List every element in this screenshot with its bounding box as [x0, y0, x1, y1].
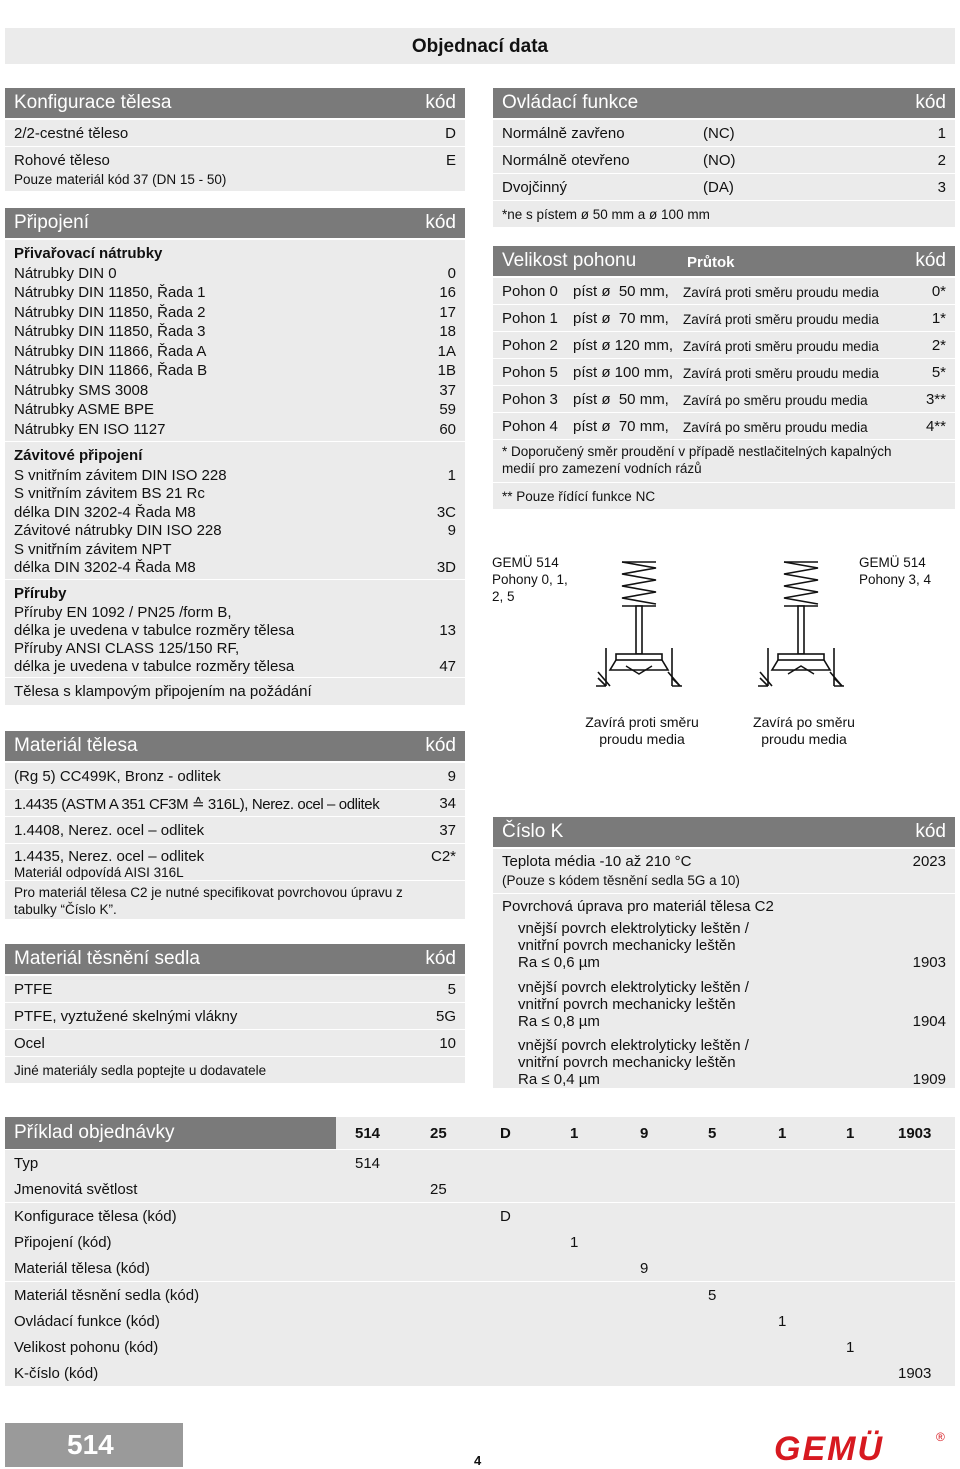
diagram-right-label: GEMÜ 514 Pohony 3, 4	[859, 555, 932, 587]
row-label: 1.4435 (ASTM A 351 CF3M ≙ 316L), Nerez. ocel – odlitek	[14, 796, 380, 813]
row-piston: píst ø 70 mm,	[573, 418, 669, 435]
row-code: E	[445, 152, 456, 169]
pripojeni-header	[5, 208, 465, 238]
table-row	[5, 120, 465, 147]
right-column	[493, 88, 955, 510]
row-code: 13	[439, 622, 456, 639]
priklad-code-0: 514	[355, 1125, 381, 1142]
row-note: Materiál odpovídá AISI 316L	[14, 865, 184, 880]
note-text: *ne s pístem ø 50 mm a ø 100 mm	[502, 207, 710, 222]
logo-text: GEMÜ	[774, 1430, 884, 1468]
row-label: Normálně zavřeno	[502, 125, 625, 142]
row-label: Ovládací funkce (kód)	[14, 1312, 160, 1330]
product-number: 514	[67, 1429, 114, 1460]
row-code: 1909	[912, 1071, 946, 1088]
row-code: 3	[937, 179, 946, 196]
row-label: Příruby EN 1092 / PN25 /form B,	[14, 604, 232, 621]
table-row	[5, 1203, 955, 1230]
table-row	[493, 359, 955, 386]
row-flow: Zavírá proti směru proudu media	[683, 339, 879, 354]
row-flow: Zavírá po směru proudu media	[683, 420, 868, 435]
kod-label: kód	[425, 212, 456, 233]
row-label: Připojení (kód)	[14, 1233, 112, 1251]
cislok-header	[493, 817, 955, 847]
note-text: medií pro zamezení vodních rázů	[502, 461, 702, 476]
pripojeni-welding-block	[5, 240, 465, 442]
row-value: 514	[355, 1155, 381, 1172]
table-row	[5, 817, 465, 844]
ovladaci-header	[493, 88, 955, 118]
row-actuator: Pohon 4	[502, 418, 558, 435]
table-row	[493, 413, 955, 440]
diagram-left-label: GEMÜ 514 Pohony 0, 1, 2, 5	[492, 555, 568, 604]
row-label: Ra ≤ 0,4 µm	[518, 1071, 600, 1088]
row-piston: píst ø 70 mm,	[573, 310, 669, 327]
row-code: 10	[439, 1035, 456, 1052]
row-value: 1903	[898, 1365, 932, 1383]
row-actuator: Pohon 1	[502, 310, 558, 327]
table-row	[5, 678, 465, 706]
table-row	[493, 483, 955, 510]
row-value: 9	[640, 1260, 649, 1278]
row-value: 5	[708, 1286, 717, 1304]
row-code: 5*	[931, 364, 946, 381]
row-code: 59	[439, 401, 456, 418]
row-label: Materiál těsnění sedla (kód)	[14, 1286, 200, 1304]
registered-mark: ®	[936, 1430, 945, 1444]
row-actuator: Pohon 0	[502, 283, 558, 300]
list-item	[5, 322, 465, 342]
cislok-title: Číslo K	[502, 821, 564, 842]
list-item	[493, 977, 955, 1036]
tesneni-header	[5, 944, 465, 974]
diagram-caption-left: Zavírá proti směru proudu media	[585, 714, 699, 747]
row-code: 9	[447, 522, 456, 539]
row-code: 1A	[437, 342, 456, 360]
priklad-code-6: 1	[778, 1125, 787, 1142]
cislok-surface-block	[493, 894, 955, 1089]
row-label: Nátrubky SMS 3008	[14, 381, 149, 399]
row-label: Dvojčinný	[502, 179, 568, 196]
konfigurace-header	[5, 88, 465, 118]
group-title: Závitové připojení	[14, 447, 143, 464]
list-item	[5, 283, 465, 303]
row-piston: píst ø 50 mm,	[573, 283, 669, 300]
table-row	[5, 1334, 955, 1361]
row-flow: Zavírá proti směru proudu media	[683, 285, 879, 300]
row-value: 1	[570, 1233, 579, 1251]
row-code: 3**	[925, 391, 946, 408]
row-label: Jmenovitá světlost	[14, 1181, 138, 1199]
title-bar	[5, 28, 955, 64]
row-label: Normálně otevřeno	[502, 152, 630, 169]
row-label: Nátrubky EN ISO 1127	[14, 420, 166, 438]
row-label: vnitřní povrch mechanicky leštěn	[518, 995, 736, 1013]
row-label: S vnitřním závitem BS 21 Rc	[14, 485, 205, 502]
note-text: ** Pouze řídící funkce NC	[502, 489, 656, 504]
row-actuator: Pohon 2	[502, 337, 558, 354]
priklad-code-2: D	[500, 1125, 511, 1142]
material-note-block	[5, 881, 465, 920]
table-row	[5, 1030, 465, 1057]
row-code: 47	[439, 658, 456, 675]
row-label: PTFE	[14, 981, 53, 998]
note-text: * Doporučený směr proudění v případě nestlačitelných kapalných	[502, 444, 892, 459]
row-piston: píst ø 100 mm,	[573, 364, 674, 381]
row-label: S vnitřním závitem NPT	[14, 540, 172, 558]
row-label: Ra ≤ 0,8 µm	[518, 1012, 600, 1030]
kod-label: kód	[915, 821, 946, 842]
table-row	[493, 174, 955, 201]
row-label: Tělesa s klampovým připojením na požádání	[14, 683, 312, 700]
row-code: 16	[439, 284, 456, 301]
priklad-code-strip	[336, 1117, 955, 1149]
table-row	[5, 1360, 955, 1387]
table-row	[5, 844, 465, 881]
row-flow: Zavírá po směru proudu media	[683, 393, 868, 408]
row-label: S vnitřním závitem DIN ISO 228	[14, 466, 227, 484]
row-code: 1*	[931, 310, 946, 327]
table-row	[5, 1255, 955, 1282]
row-code: 9	[447, 768, 456, 785]
priklad-code-8: 1903	[898, 1125, 932, 1142]
row-code: 0*	[931, 283, 946, 300]
valve-drawing-right	[758, 562, 844, 686]
priklad-code-4: 9	[640, 1125, 649, 1142]
row-label: Nátrubky ASME BPE	[14, 401, 155, 418]
priklad-code-7: 1	[846, 1125, 855, 1142]
tesneni-title: Materiál těsnění sedla	[14, 948, 200, 969]
row-abbr: (NC)	[703, 125, 735, 142]
row-code: 2023	[912, 853, 946, 870]
row-value: 1	[846, 1339, 855, 1357]
diagram-caption-right: Zavírá po směru proudu media	[753, 714, 855, 747]
row-label: Závitové nátrubky DIN ISO 228	[14, 522, 222, 539]
row-abbr: (NO)	[703, 152, 736, 169]
row-note: Pouze materiál kód 37 (DN 15 - 50)	[14, 172, 227, 187]
page-number: 4	[474, 1453, 482, 1468]
kod-label: kód	[425, 735, 456, 756]
kod-label: kód	[915, 250, 946, 271]
row-value: D	[500, 1207, 511, 1225]
row-label: Typ	[14, 1155, 39, 1172]
row-note: (Pouze s kódem těsnění sedla 5G a 10)	[502, 873, 740, 888]
row-label: délka DIN 3202-4 Řada M8	[14, 503, 196, 521]
row-label: vnitřní povrch mechanicky leštěn	[518, 1054, 736, 1071]
row-label: 1.4435, Nerez. ocel – odlitek	[14, 848, 205, 865]
row-value: 1	[778, 1312, 787, 1330]
product-badge	[5, 1423, 183, 1467]
table-row	[5, 1003, 465, 1030]
row-label: vnější povrch elektrolyticky leštěn /	[518, 1037, 749, 1054]
row-label: délka je uvedena v tabulce rozměry tělesa	[14, 658, 295, 675]
table-row	[5, 1057, 465, 1084]
list-item	[5, 381, 465, 401]
konfigurace-title: Konfigurace tělesa	[14, 92, 172, 113]
group-title: Přivařovací nátrubky	[14, 245, 163, 262]
row-label: 2/2-cestné těleso	[14, 125, 129, 142]
table-row	[5, 1282, 955, 1309]
table-row	[5, 763, 465, 790]
row-label: vnitřní povrch mechanicky leštěn	[518, 937, 736, 954]
row-label: Nátrubky DIN 11866, Řada A	[14, 342, 207, 360]
note-text: tabulky “Číslo K”.	[14, 902, 117, 917]
list-item	[5, 342, 465, 362]
row-code: 1	[937, 125, 946, 142]
valve-drawings	[486, 550, 956, 700]
row-code: 60	[439, 420, 456, 438]
pripojeni-title: Připojení	[14, 212, 89, 233]
table-row	[493, 332, 955, 359]
kod-label: kód	[425, 948, 456, 969]
row-label: Nátrubky DIN 11850, Řada 3	[14, 323, 206, 340]
valve-drawing-left	[596, 562, 682, 686]
row-actuator: Pohon 3	[502, 391, 558, 408]
material-header	[5, 731, 465, 761]
row-code: 1B	[437, 362, 456, 379]
group-title: Příruby	[14, 584, 67, 602]
row-piston: píst ø 120 mm,	[573, 337, 674, 354]
actuator-diagram	[486, 550, 956, 760]
row-label: Velikost pohonu (kód)	[14, 1339, 159, 1357]
list-item	[5, 420, 465, 440]
table-row	[5, 790, 465, 817]
row-label: Nátrubky DIN 0	[14, 264, 117, 282]
row-value: 25	[430, 1181, 447, 1199]
list-item	[5, 400, 465, 420]
row-actuator: Pohon 5	[502, 364, 558, 381]
table-row	[5, 1150, 955, 1177]
material-title: Materiál tělesa	[14, 735, 138, 756]
priklad-code-5: 5	[708, 1125, 717, 1142]
table-row	[5, 1308, 955, 1335]
velikost-subtitle: Průtok	[687, 254, 735, 271]
row-label: K-číslo (kód)	[14, 1365, 99, 1383]
velikost-title: Velikost pohonu	[502, 250, 637, 271]
ovladaci-title: Ovládací funkce	[502, 92, 639, 113]
row-code: 34	[439, 795, 456, 812]
velikost-note-block	[493, 440, 955, 483]
table-row	[5, 1176, 955, 1203]
row-code: 17	[439, 303, 456, 321]
row-code: 37	[439, 381, 456, 399]
left-column	[5, 88, 465, 1084]
row-piston: píst ø 50 mm,	[573, 391, 669, 408]
row-code: 18	[439, 323, 456, 340]
row-code: 1903	[912, 954, 946, 971]
table-row	[5, 976, 465, 1003]
row-code: 5G	[435, 1008, 456, 1025]
table-row	[493, 386, 955, 413]
row-label: Konfigurace tělesa (kód)	[14, 1207, 177, 1225]
row-label: Příruby ANSI CLASS 125/150 RF,	[14, 640, 240, 657]
row-label: Ocel	[14, 1035, 45, 1052]
list-item	[5, 361, 465, 381]
row-flow: Zavírá proti směru proudu media	[683, 312, 879, 327]
kod-label: kód	[425, 92, 456, 113]
row-label: vnější povrch elektrolyticky leštěn /	[518, 978, 749, 996]
row-label: Materiál tělesa (kód)	[14, 1260, 150, 1278]
list-item	[493, 1035, 955, 1094]
row-code: 4**	[925, 418, 946, 435]
row-label: (Rg 5) CC499K, Bronz - odlitek	[14, 768, 221, 785]
table-row	[493, 120, 955, 147]
row-flow: Zavírá proti směru proudu media	[683, 366, 879, 381]
row-label: vnější povrch elektrolyticky leštěn /	[518, 920, 749, 937]
row-code: 2	[937, 152, 946, 169]
row-code: 5	[447, 981, 456, 998]
kod-label: kód	[915, 92, 946, 113]
row-label: Nátrubky DIN 11850, Řada 1	[14, 284, 206, 301]
cislok-section	[493, 817, 955, 1089]
priklad-code-1: 25	[430, 1125, 447, 1142]
note-text: Jiné materiály sedla poptejte u dodavatele	[14, 1063, 267, 1078]
row-label: Ra ≤ 0,6 µm	[518, 954, 600, 971]
row-code: D	[445, 125, 456, 142]
list-item	[493, 918, 955, 977]
table-row	[5, 147, 465, 192]
row-code: 0	[447, 264, 456, 282]
list-item	[5, 264, 465, 284]
row-label: Teplota média -10 až 210 °C	[502, 853, 692, 870]
row-code: 1904	[912, 1012, 946, 1030]
row-label: 1.4408, Nerez. ocel – odlitek	[14, 822, 205, 839]
table-row	[493, 849, 955, 894]
row-code: 3C	[436, 503, 456, 521]
row-abbr: (DA)	[703, 179, 734, 196]
row-label: Nátrubky DIN 11850, Řada 2	[14, 303, 206, 321]
row-label: Povrchová úprava pro materiál tělesa C2	[502, 898, 774, 915]
row-label: PTFE, vyztužené skelnými vlákny	[14, 1008, 238, 1025]
row-label: Nátrubky DIN 11866, Řada B	[14, 362, 208, 379]
table-row	[5, 1229, 955, 1256]
table-row	[493, 201, 955, 228]
row-label: délka je uvedena v tabulce rozměry tělesa	[14, 622, 295, 639]
page-title: Objednací data	[411, 36, 549, 57]
row-label: délka DIN 3202-4 Řada M8	[14, 559, 196, 576]
table-row	[493, 305, 955, 332]
row-code: 3D	[436, 559, 456, 576]
gemu-logo	[774, 1430, 945, 1468]
velikost-header	[493, 246, 955, 276]
pripojeni-thread-block	[5, 442, 465, 580]
row-code: 37	[439, 822, 456, 839]
list-item	[5, 303, 465, 323]
row-code: C2*	[430, 848, 456, 865]
pripojeni-flange-block	[5, 580, 465, 679]
table-row	[493, 147, 955, 174]
table-row	[493, 278, 955, 305]
row-code: 2*	[931, 337, 946, 354]
priklad-code-3: 1	[570, 1125, 579, 1142]
note-text: Pro materiál tělesa C2 je nutné specifikovat povrchovou úpravu z	[14, 885, 403, 900]
row-code: 1	[447, 466, 456, 484]
priklad-title: Příklad objednávky	[14, 1122, 175, 1143]
row-label: Rohové těleso	[14, 152, 110, 169]
